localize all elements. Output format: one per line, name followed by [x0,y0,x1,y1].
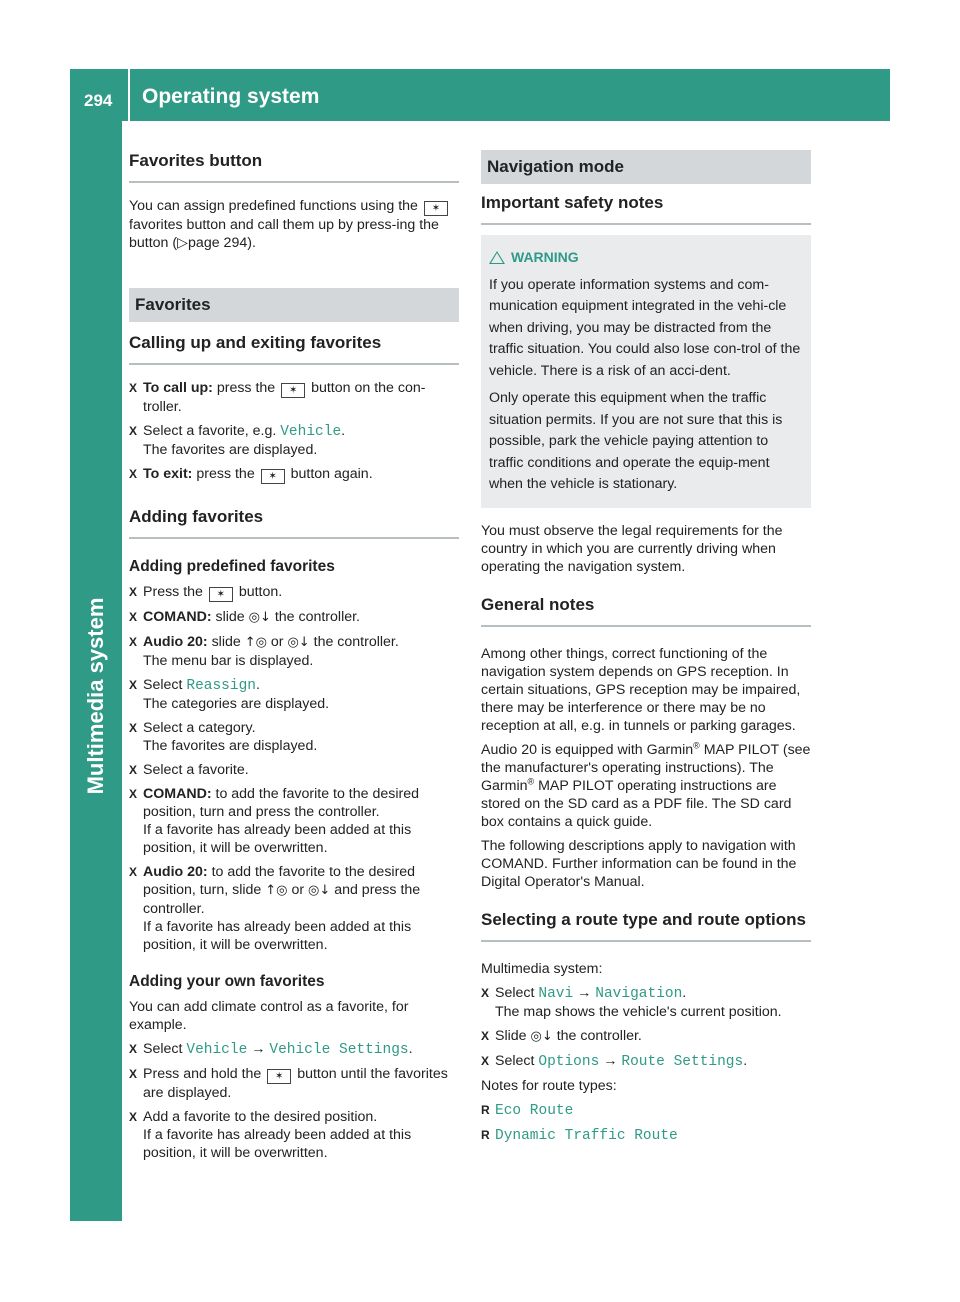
list-item [481,1101,811,1120]
bullet-icon: R [481,1127,490,1142]
route-type-eco: Eco Route [495,1102,574,1119]
step-arrow-icon: X [129,381,138,395]
step-select-navigation: X Select Navi → Navigation. The map shows the vehicle's current position. [481,984,782,1020]
step-call-up: X To call up: press the ✶ button on the con-troller. [129,380,426,415]
list-item [481,1126,811,1145]
step-comand-slide: X COMAND: slide ◎↓ the controller. [129,609,360,625]
warning-triangle-icon [489,251,505,264]
heading-route-options: Selecting a route type and route options [481,909,811,942]
route-intro: Multimedia system: [481,960,603,977]
favorites-key-icon: ✶ [209,587,233,602]
page-ref-icon: ▷ [177,235,189,251]
legal-text: You must observe the legal requirements for the country in which you are currently driving when operating the navigation system. [481,522,783,575]
step-arrow-icon: X [129,424,138,438]
favorites-button-text: You can assign predefined functions using the ✶favorites button and call them up by press-ing the button (▷page 294). [129,197,459,252]
step-arrow-icon: X [129,1110,138,1124]
heading-predefined-favorites: Adding predefined favorites [129,558,335,575]
step-slide-controller: X Slide ◎↓ the controller. [481,1027,642,1044]
general-text-2: Audio 20 is equipped with Garmin® MAP PILOT (see the manufacturer's operating instructions). The Garmin® MAP PILOT operating instructions are stored on the SD card as a PDF file. The SD card box contains a quick guide. [481,739,811,830]
left-column [129,150,459,1162]
step-arrow-icon: X [129,467,138,481]
step-arrow-icon: X [129,610,138,624]
heading-calling-favorites: Calling up and exiting favorites [129,332,459,365]
warning-box [481,235,811,508]
favorites-key-icon: ✶ [281,383,305,398]
step-arrow-icon: X [481,1053,490,1068]
controller-slide-down-icon: ◎↓ [308,883,331,898]
controller-slide-down-icon: ◎↓ [530,1028,553,1044]
general-text-1: Among other things, correct functioning of the navigation system depends on GPS reception. In certain situations, GPS reception may be impaired, there may be interference or there may be no reception at all, e.g. in tunnels or parking garages. [481,645,801,734]
registered-mark: ® [693,739,700,750]
menu-item-options: Options [538,1053,600,1070]
step-arrow-icon: X [129,678,138,692]
arrow-right-icon: → [573,984,596,1001]
menu-item-route-settings: Route Settings [621,1053,744,1070]
step-arrow-icon: X [129,787,138,801]
route-types-label: Notes for route types: [481,1077,617,1094]
menu-item-navi: Navi [538,985,574,1002]
controller-slide-up-icon: ↑◎ [244,635,267,650]
warning-label: WARNING [511,249,579,265]
section-sidebar [70,121,122,1221]
step-arrow-icon: X [129,763,138,777]
menu-item-reassign: Reassign [186,678,256,694]
step-audio-add: X Audio 20: to add the favorite to the desired position, turn, slide ↑◎ or ◎↓ and press the controller. If a favorite has already been added at this position, it will be overwritten. [129,864,421,953]
menu-item-vehicle: Vehicle [186,1042,248,1058]
page-header [70,69,890,121]
step-select-category: X Select a category. The favorites are displayed. [129,720,318,754]
step-arrow-icon: X [129,1042,138,1056]
controller-slide-down-icon: ◎↓ [287,635,310,650]
step-comand-add: X COMAND: to add the favorite to the desired position, turn and press the controller. If a favorite has already been added at this position, it will be overwritten. [129,786,419,856]
heading-favorites-button: Favorites button [129,150,459,183]
controller-slide-up-icon: ↑◎ [265,883,288,898]
registered-mark: ® [527,775,535,786]
step-arrow-icon: X [129,635,138,649]
step-arrow-icon: X [129,1067,138,1081]
bullet-icon: R [481,1102,490,1117]
band-favorites: Favorites [129,288,459,322]
step-exit: X To exit: press the ✶ button again. [129,466,373,482]
heading-safety-notes: Important safety notes [481,192,811,225]
favorites-key-icon: ✶ [267,1069,291,1084]
warning-text-2: Only operate this equipment when the traffic situation permits. If you are not sure that this is possible, park the vehicle paying attention to traffic conditions and operate the equip-ment when the vehicle is stationary. [489,390,783,492]
heading-adding-favorites: Adding favorites [129,506,459,539]
route-type-dynamic-traffic: Dynamic Traffic Route [495,1127,678,1144]
menu-item-vehicle: Vehicle [280,424,342,440]
menu-item-navigation: Navigation [595,985,683,1002]
favorites-key-icon: ✶ [261,469,285,484]
step-select-a-favorite: X Select a favorite. [129,762,249,778]
step-select-route-settings: X Select Options → Route Settings. [481,1052,748,1070]
general-text-3: The following descriptions apply to navigation with COMAND. Further information can be found in the Digital Operator's Manual. [481,837,797,890]
own-favorites-text: You can add climate control as a favorite, for example. [129,999,409,1033]
page-number: 294 [84,91,113,110]
controller-slide-down-icon: ◎↓ [248,610,271,625]
arrow-right-icon: → [247,1041,270,1057]
heading-general-notes: General notes [481,594,811,627]
step-arrow-icon: X [481,1028,490,1043]
step-arrow-icon: X [129,865,138,879]
step-audio-slide: X Audio 20: slide ↑◎ or ◎↓ the controller. The menu bar is displayed. [129,634,399,669]
step-add-favorite: X Add a favorite to the desired position. If a favorite has already been added at this position, it will be overwritten. [129,1109,412,1161]
step-select-vehicle-settings: X Select Vehicle → Vehicle Settings. [129,1041,413,1058]
menu-item-vehicle-settings: Vehicle Settings [269,1042,409,1058]
page-title: Operating system [142,85,320,108]
step-arrow-icon: X [481,985,490,1000]
right-column [481,150,811,1145]
sidebar-label: Multimedia system [83,597,108,795]
step-arrow-icon: X [129,721,138,735]
step-press-hold: X Press and hold the ✶ button until the favorites are displayed. [129,1066,448,1101]
step-select-favorite: X Select a favorite, e.g. Vehicle. The favorites are displayed. [129,423,346,458]
band-navigation-mode: Navigation mode [481,150,811,184]
favorites-key-icon: ✶ [424,201,448,216]
step-arrow-icon: X [129,585,138,599]
heading-own-favorites: Adding your own favorites [129,973,325,990]
warning-text-1: If you operate information systems and com-munication equipment integrated in the vehi-cle when driving, you may be distracted from the traffic situation. You could also lose con-trol of the vehicle. There is a risk of an acci-dent. [489,276,801,379]
step-select-reassign: X Select Reassign. The categories are displayed. [129,677,330,712]
step-press-button: X Press the ✶ button. [129,584,283,600]
arrow-right-icon: → [599,1052,622,1069]
header-divider [128,69,130,121]
